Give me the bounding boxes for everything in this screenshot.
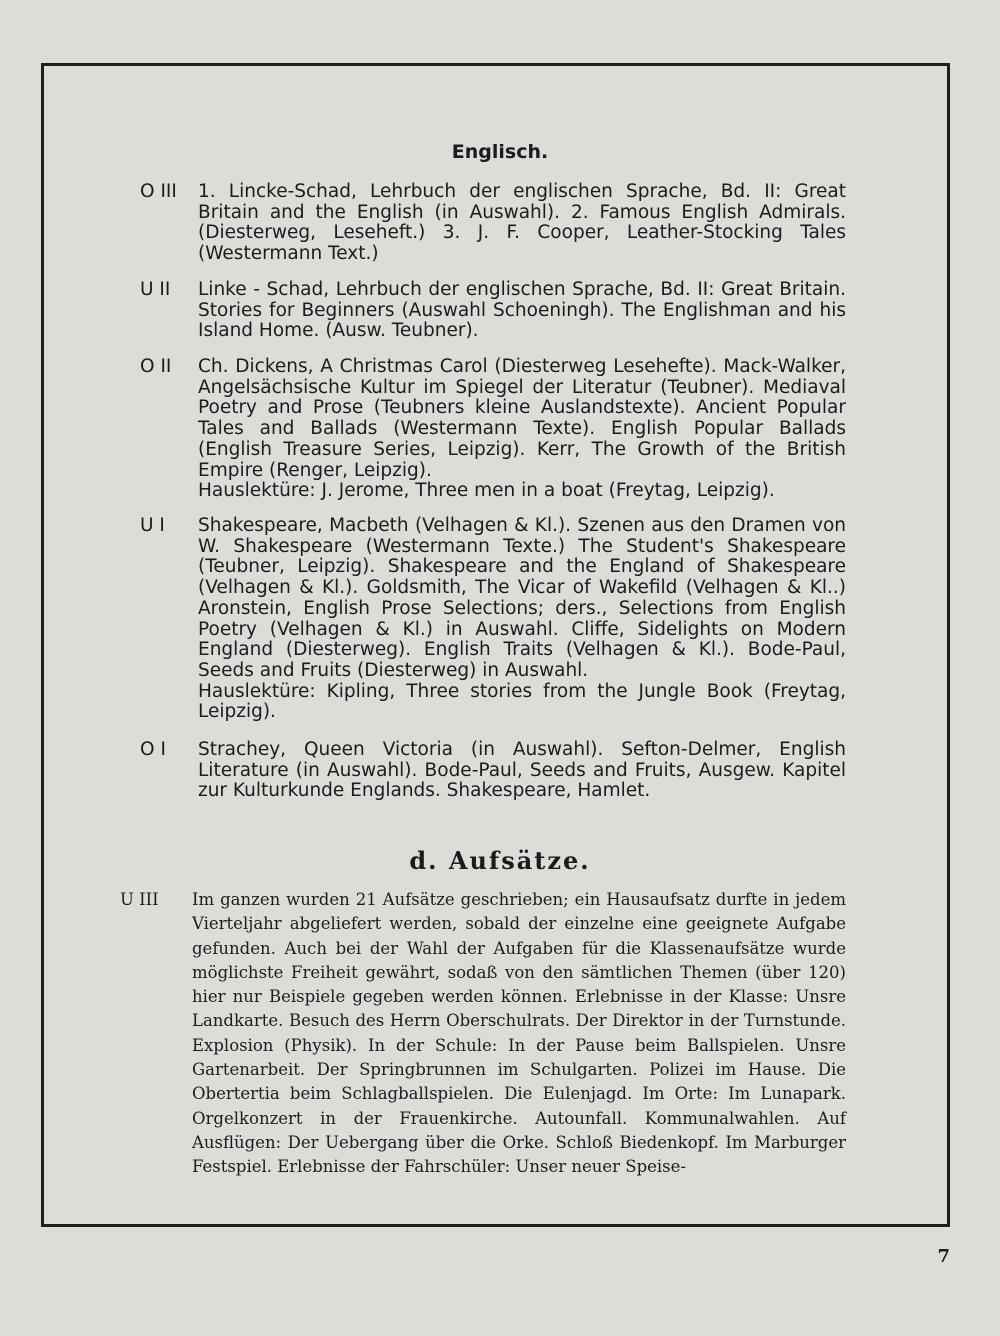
entry-paragraph: Linke - Schad, Lehrbuch der englischen Sprache, Bd. II: Great Britain. Stories for Beginners (Auswahl Schoeningh). The Englishman and his Island Home. (Ausw. Teubner). — [198, 279, 846, 342]
class-label: U II — [140, 279, 171, 300]
entry-paragraph-hauslektuere: Hauslektüre: J. Jerome, Three men in a boat (Freytag, Leipzig). — [198, 480, 775, 502]
entry-text — [198, 182, 846, 265]
class-label: O II — [140, 356, 172, 377]
entry-paragraph: 1. Lincke-Schad, Lehrbuch der englischen Sprache, Bd. II: Great Britain and the English (in Auswahl). 2. Famous English Admirals. (Diesterweg, Leseheft.) 3. J. F. Cooper, Leather-Stocking Tales (Westermann Text.) — [198, 181, 846, 265]
entry-text — [198, 516, 846, 723]
entry-paragraph: Strachey, Queen Victoria (in Auswahl). Sefton-Delmer, English Literature (in Auswahl). Bode-Paul, Seeds and Fruits, Ausgew. Kapitel zur Kulturkunde Englands. Shakespeare, Hamlet. — [198, 739, 846, 802]
entry-text — [198, 740, 846, 802]
page-number: 7 — [937, 1246, 950, 1267]
entry-paragraph: Ch. Dickens, A Christmas Carol (Diesterweg Lesehefte). Mack-Walker, Angelsächsische Kultur im Spiegel der Literatur (Teubner). Mediaval Poetry and Prose (Teubners kleine Auslandstexte). Ancient Popular Tales and Ballads (Westermann Texte). English Popular Ballads (English Treasure Series, Leipzig). Kerr, The Growth of the British Empire (Renger, Leipzig). — [198, 356, 846, 481]
class-label: O III — [140, 181, 177, 202]
section-heading-englisch: Englisch. — [451, 141, 549, 163]
entry-text — [198, 357, 846, 502]
class-label: U III — [120, 890, 159, 909]
class-label: O I — [140, 739, 166, 760]
entry-text — [198, 280, 846, 342]
section-heading-aufsaetze: d. Aufsätze. — [409, 846, 591, 875]
entry-paragraph: Shakespeare, Macbeth (Velhagen & Kl.). Szenen aus den Dramen von W. Shakespeare (Westermann Texte.) The Student's Shakespeare (Teubner, Leipzig). Shakespeare and the England of Shakespeare (Velhagen & Kl.). Goldsmith, The Vicar of Wakefild (Velhagen & Kl..) Aronstein, English Prose Selections; ders., Selections from English Poetry (Velhagen & Kl.) in Auswahl. Cliffe, Sidelights on Modern England (Diesterweg). English Traits (Velhagen & Kl.). Bode-Paul, Seeds and Fruits (Diesterweg) in Auswahl. — [198, 515, 846, 681]
class-label: U I — [140, 515, 165, 536]
entry-paragraph-hauslektuere: Hauslektüre: Kipling, Three stories from the Jungle Book (Freytag, Leipzig). — [198, 680, 846, 723]
essay-paragraph: Im ganzen wurden 21 Aufsätze geschrieben; ein Hausaufsatz durfte in jedem Vierteljahr abgeliefert werden, sobald der einzelne eine geeignete Aufgabe gefunden. Auch bei der Wahl der Aufgaben für die Klassenaufsätze wurde möglichste Freiheit gewährt, sodaß von den sämtlichen Themen (über 120) hier nur Beispiele gegeben werden können. Erlebnisse in der Klasse: Unsre Landkarte. Besuch des Herrn Oberschulrats. Der Direktor in der Turnstunde. Explosion (Physik). In der Schule: In der Pause beim Ballspielen. Unsre Gartenarbeit. Der Springbrunnen im Schulgarten. Polizei im Hause. Die Obertertia beim Schlagballspielen. Die Eulenjagd. Im Orte: Im Lunapark. Orgelkonzert in der Frauenkirche. Autounfall. Kommunalwahlen. Auf Ausflügen: Der Uebergang über die Orke. Schloß Biedenkopf. Im Marburger Festspiel. Erlebnisse der Fahrschüler: Unser neuer Speise- — [192, 890, 846, 1177]
